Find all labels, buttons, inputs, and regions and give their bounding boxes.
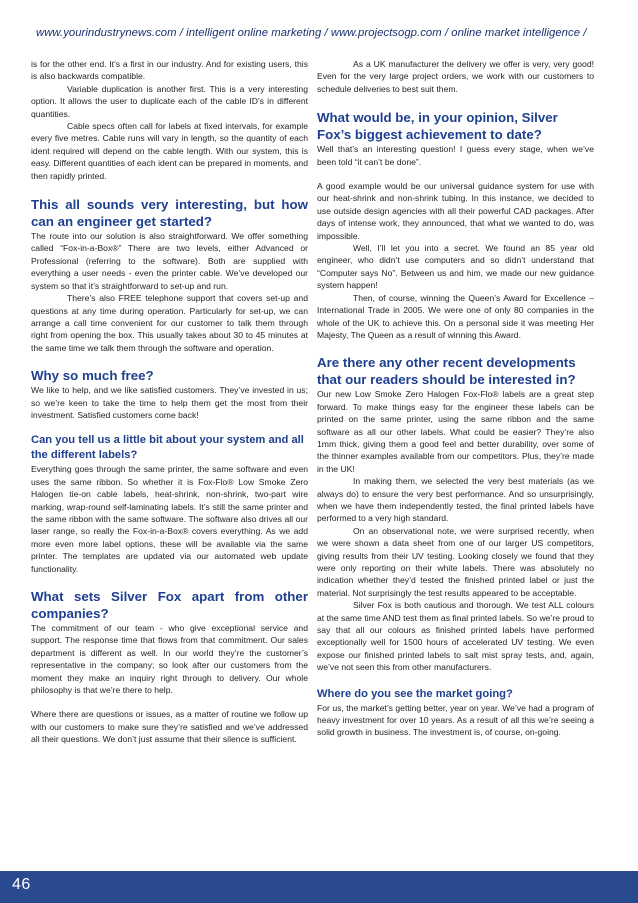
paragraph: Variable duplication is another first. This is a very interesting option. It allows the user to duplicate each of the cable ID’s in different quantities. <box>31 83 308 119</box>
header-links: www.yourindustrynews.com / intelligent online marketing / www.projectsogp.com / online market intelligence / <box>36 27 587 39</box>
paragraph: Our new Low Smoke Zero Halogen Fox-Flo® labels are a great step forward. To make things easy for the engineer these labels can be printed on the same printer, using the same ribbon and the same software as all our other labels. What could be easier? They’re also 1mm thick, giving them a good feel and better durability, over some of the thinner examples available from our competitors. Plus, they’re made in the UK! <box>317 389 594 474</box>
section-heading: What sets Silver Fox apart from other companies? <box>31 589 308 621</box>
footer-bar <box>0 871 638 903</box>
paragraph: A good example would be our universal guidance system for use with our heat-shrink and non-shrink tubing. In this instance, we decided to use outside design agencies with all their powerful CAD packages. After days of intense work, they announced, that what we wanted to do, was impossible. <box>317 181 594 241</box>
paragraph: There’s also FREE telephone support that covers set-up and questions at any time during operation. Particularly for set-up, we can arrange a call time convenient for our customer to talk them through right from opening the box. This usually takes about 30 to 45 minutes at the same time we talk them through the software and operation. <box>31 293 308 353</box>
left-column <box>31 58 308 746</box>
paragraph: We like to help, and we like satisfied customers. They’ve invested in us; so we’re keen to take the time to help them get the most from their investment. Satisfied customers come back! <box>31 385 308 420</box>
paragraph: is for the other end. It’s a first in our industry. And for existing users, this is also backwards compatible. <box>31 59 308 82</box>
paragraph: Everything goes through the same printer, the same software and even uses the same ribbon. So whether it is Fox-Flo® Low Smoke Zero Halogen tie-on cable labels, heat-shrink, non-shrink, two-part wire marking, wrap-round self-laminating labels. It’s still the same printer and the same ribbon with the same software. The software also drives all our laser range, so really the Fox-in-a-Box® covers everything. As we add more even more label options, these will be available via the same printer. The templates are updated via our automated web update functionality. <box>31 464 308 574</box>
paragraph: Silver Fox is both cautious and thorough. We test ALL colours at the same time AND test them as final printed labels. So we’re proud to say that all our colours as finished printed labels have performed exceptionally well for 1500 hours of accelerated UV testing. We even expose our finished printed labels to salt mist spray tests, and, again, we’ve not seen this from other manufacturers. <box>317 600 594 673</box>
right-column <box>317 58 594 739</box>
paragraph: Then, of course, winning the Queen’s Award for Excellence – International Trade in 2005. We were one of only 80 companies in the whole of the UK to achieve this. On a personal side it was meeting Her Majesty, The Queen as a result of winning this Award. <box>317 292 594 340</box>
paragraph: Cable specs often call for labels at fixed intervals, for example every five metres. Cable runs will vary in length, so the quantity of each ident required will depend on the cable length. With our system, this is easy. Different quantities of each ident can be prepared in moments, and then rapidly printed. <box>31 121 308 181</box>
paragraph: For us, the market’s getting better, year on year. We’ve had a program of heavy investment for over 10 years. As a result of all this we’re seeing a solid growth in business. The investment is, of course, on-going. <box>317 702 594 738</box>
section-heading: Can you tell us a little bit about your system and all the different labels? <box>31 434 304 462</box>
header-bar <box>0 0 638 44</box>
section-heading: Are there any other recent developments that our readers should be interested in? <box>317 355 576 388</box>
paragraph: On an observational note, we were surprised recently, when we were shown a data sheet from one of our larger US competitors, giving results from their UV testing. Looking closely we found that they were only reporting on their white labels. There was absolutely no indication whether they’d tested the finished printed label or just the material. Not surprisingly the test results appeared to be acceptable. <box>317 525 594 598</box>
paragraph: The commitment of our team - who give exceptional service and support. The response time that flows from that commitment. Our sales department is different as well. In our world they’re the customer’s representative in the company; so look after our customers from the moment they make an inquiry right through to delivery. Our whole philosophy is that we’re there to help. <box>31 623 308 696</box>
paragraph: In making them, we selected the very best materials (as we always do) to ensure the very best performance. And so unsurprisingly, when we have them independently tested, the final printed labels have performed to a very high standard. <box>317 476 594 524</box>
paragraph: Well that’s an interesting question! I guess every stage, when we’ve been told “it can’t be done”. <box>317 144 594 167</box>
section-heading: Where do you see the market going? <box>317 687 513 700</box>
paragraph: Where there are questions or issues, as a matter of routine we follow up with our customers to make sure they’re satisfied and we’ve addressed all their questions. We don’t just assume that their silence is sufficient. <box>31 709 308 745</box>
paragraph: The route into our solution is also straightforward. We offer something called “Fox-in-a-Box®” There are two levels, either Advanced or Professional (referring to the software). Both are supplied with everything a user needs - even the printer cable. We’ve developed our system so that it’s straightforward to set-up and run. <box>31 231 308 291</box>
page-number: 46 <box>12 876 31 893</box>
section-heading: This all sounds very interesting, but how can an engineer get started? <box>31 197 308 230</box>
section-heading: What would be, in your opinion, Silver Fox’s biggest achievement to date? <box>317 110 558 143</box>
paragraph: Well, I’ll let you into a secret. We found an 85 year old engineer, who didn’t use computers and so didn’t understand that “Computer says No”. Between us and him, we made our new guidance system happen! <box>317 243 594 291</box>
section-heading: Why so much free? <box>31 368 154 384</box>
paragraph: As a UK manufacturer the delivery we offer is very, very good! Even for the very large project orders, we work with our customers to schedule deliveries to best suit them. <box>317 59 594 94</box>
